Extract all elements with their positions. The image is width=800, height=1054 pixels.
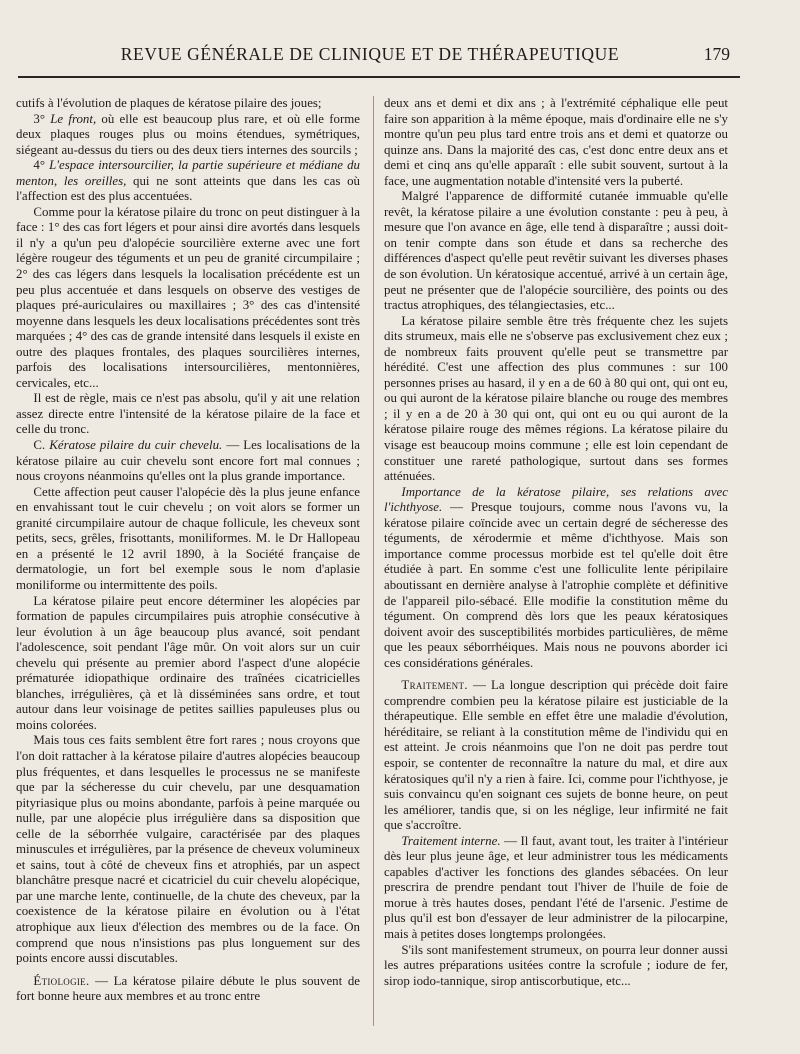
section-term: L'espace intersourcilier, la partie supérieure et médiane du menton, les oreilles, <box>16 158 360 188</box>
paragraph: Mais tous ces faits semblent être fort rares ; nous croyons que l'on doit rattacher à la kératose pilaire d'autres alopécies beaucoup plus fréquentes, et dans lesquelles le processus ne se manifeste que par la sécheresse du cuir chevelu, par une desquamation pityriasique plus ou moins abondante, parfois à peine marquée ou nulle, par une alopécie plus irrégulière dans sa disposition que celle de la séborrhée vulgaire, caractérisée par des plaques minuscules et irrégulières, par la présence de cheveux volumineux et sains, tout à côté de cheveux fins et atrophiés, par un aspect blanchâtre presque nacré et cicatriciel du cuir chevelu alopécique, par une marche lente, continuelle, de la chute des cheveux, par la coexistence de la kératose pilaire en évolution ou à l'état atrophique aux lieux d'élection des membres ou de la face. On comprend que nous n'insistions pas plus longuement sur des points encore aussi discutables. <box>16 733 360 966</box>
paragraph <box>16 112 360 159</box>
section-heading: Importance de la kératose pilaire, ses relations avec l'ichthyose. <box>384 484 728 515</box>
paragraph: S'ils sont manifestement strumeux, on pourra leur donner aussi les autres préparations usitées contre la scrofule ; iodure de fer, sirop iodo-tannique, sirop antiscorbutique, etc... <box>384 942 728 988</box>
paragraph <box>384 834 728 943</box>
paragraph: Cette affection peut causer l'alopécie dès la plus jeune enfance en envahissant tout le cuir chevelu ; on voit alors se former un granité circumpilaire autour de chaque follicule, les cheveux sont petits, secs, grêles, frisottants, moniliformes. M. le Dr Hallopeau en a présenté le 12 avril 1890, à la Société française de dermatologie, un fort bel exemple sous le nom d'aplasie moniliforme ou intermittente des poils. <box>16 484 360 592</box>
paragraph <box>384 485 728 672</box>
section-heading: Traitement interne. <box>401 833 501 848</box>
section-heading: Traitement. <box>401 678 468 693</box>
left-column <box>16 96 360 1046</box>
paragraph-text: — La kératose pilaire débute le plus souvent de fort bonne heure aux membres et au tronc entre <box>16 973 360 1004</box>
paragraph-text: — Presque toujours, comme nous l'avons vu, la kératose pilaire coïncide avec un certain degré de sécheresse des téguments, de xérodermie et même d'ichthyose. Mais son importance comme processus morbide est tel qu'elle doit être étudiée à part. En somme c'est une folliculite lente péripilaire aboutissant en dernière analyse à l'atrophie complète et définitive de l'appareil pilo-sébacé. Elle modifie la constitution même du tégument. On comprend dès lors que les peaux kératosiques doivent avoir des susceptibilités morbides particulières, de même que les peaux séborrhéiques. Mais nous ne pouvons aborder ici ces considérations générales. <box>384 500 728 670</box>
section-heading: Kératose pilaire du cuir chevelu. <box>49 438 223 453</box>
paragraph: Comme pour la kératose pilaire du tronc on peut distinguer à la face : 1° des cas fort légers et pour ainsi dire avortés dans lesquels il n'y a qu'un peu d'alopécie sourcilière externe avec une fort légère rougeur des téguments et un peu de granité circumpilaire ; 2° des cas légers dans lesquels la localisation précédente est un peu plus accentuée et dans lesquels on observe des vestiges de plaques pré-auriculaires ou maxillaires ; 3° des cas d'intensité moyenne dans lesquels les deux localisations précédentes sont très marquées ; 4° des cas de grande intensité dans lesquels il existe en outre des plaques frontales, des plaques sourcilières internes, parfois des localisations intersourcilières, mentonnières, cervicales, etc... <box>16 204 360 390</box>
paragraph: Il est de règle, mais ce n'est pas absolu, qu'il y ait une relation assez directe entre l'intensité de la kératose pilaire de la face et celle du tronc. <box>16 391 360 437</box>
paragraph-text: — La longue description qui précède doit faire comprendre combien peu la kératose pilaire est justiciable de la thérapeutique. Elle semble en effet être une maladie d'évolution, héréditaire, se reliant à la constitution même de l'individu qui en est atteint. Je crois néanmoins que l'on ne doit pas perdre tout espoir, se contenter de reconnaître la nature du mal, et dire aux kératosiques qu'il n'y a rien à faire. Ici, comme pour l'ichthyose, je suis convaincu qu'en soignant ces sujets de bonne heure, on peut les améliorer, tandis que, si on les néglige, leur infirmité ne fait que s'accroître. <box>384 678 728 833</box>
list-number: C. <box>33 438 50 453</box>
section-term: Le front, <box>50 111 97 126</box>
page-number: 179 <box>703 44 730 64</box>
paragraph-text: — Les localisations de la kératose pilaire au cuir chevelu sont encore fort mal connues ; nous croyons néanmoins qu'elles ont la plus grande importance. <box>16 438 360 484</box>
journal-title: REVUE GÉNÉRALE DE CLINIQUE ET DE THÉRAPEUTIQUE <box>120 44 620 64</box>
paragraph <box>384 678 728 833</box>
column-divider <box>373 96 374 1026</box>
right-column <box>384 96 728 1046</box>
paragraph: Malgré l'apparence de difformité cutanée immuable qu'elle revêt, la kératose pilaire a une évolution constante : peu à peu, à mesure que l'on avance en âge, elle tend à disparaître ; aussi doit-on tenir compte dans son étude et dans sa recherche des différences d'aspect qu'elle peut revêtir suivant les diverses phases de son évolution. Un kératosique accentué, arrivé à un certain âge, peut ne présenter que de l'alopécie sourcilière, des points ou des tractus atrophiques, des télangiectasies, etc... <box>384 189 728 313</box>
paragraph <box>16 158 360 205</box>
paragraph: cutifs à l'évolution de plaques de kératose pilaire des joues; <box>16 96 322 110</box>
paragraph-text: qui ne sont atteints que dans les cas où l'affection est des plus accentuées. <box>16 173 360 204</box>
running-header <box>0 44 800 68</box>
list-number: 4° <box>33 158 50 173</box>
paragraph: deux ans et demi et dix ans ; à l'extrémité céphalique elle peut faire son apparition à la même époque, mais d'ordinaire elle ne s'y montre qu'un peu plus tard entre trois ans et demi et quatorze ou quinze ans. Dans la majorité des cas, c'est donc entre deux ans et demi et cinq ans qu'elle apparaît : elle subit souvent, surtout à la face, une augmentation notable d'intensité vers la puberté. <box>384 96 728 188</box>
paragraph-text: — Il faut, avant tout, les traiter à l'intérieur dès leur plus jeune âge, et leur administrer tous les médicaments capables d'activer les fonctions des glandes sébacées. On leur prescrira de prendre pendant tout l'hiver de l'huile de foie de morue à très hautes doses, pendant l'été de l'arsenic. J'estime de plus qu'il est bon d'essayer de leur administrer de la pilocarpine, mais à petites doses longtemps prolongées. <box>384 833 728 941</box>
paragraph <box>16 974 360 1005</box>
paragraph: La kératose pilaire semble être très fréquente chez les sujets dits strumeux, mais elle ne s'observe pas exclusivement chez eux ; de nombreux faits prouvent qu'elle peut se transmettre par hérédité. C'est une affection des plus communes : sur 100 personnes prises au hasard, il y en a de 60 à 80 qui ont, qui ont eu, ou qui auront de la kératose pilaire blanche ou rouge des membres ; il y en a de 20 à 30 qui ont, qui ont eu ou qui auront de la kératose pilaire rouge des mêmes régions. La kératose pilaire du visage est beaucoup moins commune ; elle est loin cependant de constituer une rareté pathologique, surtout dans ses formes atténuées. <box>384 313 728 484</box>
section-heading: Étiologie. <box>33 973 90 988</box>
list-number: 3° <box>33 111 51 126</box>
paragraph-text: où elle est beaucoup plus rare, et où elle forme deux plaques rouges plus ou moins étendues, symétriques, siégeant au-dessus du tiers ou des deux tiers internes des sourcils ; <box>16 111 360 157</box>
paragraph <box>16 438 360 485</box>
header-rule <box>18 76 740 78</box>
paragraph: La kératose pilaire peut encore déterminer les alopécies par formation de papules circumpilaires puis atrophie consécutive à leur évolution à un âge beaucoup plus avancé, soit pendant l'adolescence, soit pendant l'âge mûr. On voit alors sur un cuir chevelu qui présente au premier abord l'aspect d'une alopécie prématurée idiopathique ordinaire des traînées cicatricielles blanches, irrégulières, çà et là disséminées sans ordre, et tout autour dans leur voisinage de petites saillies papuleuses plus ou moins colorées. <box>16 593 360 732</box>
